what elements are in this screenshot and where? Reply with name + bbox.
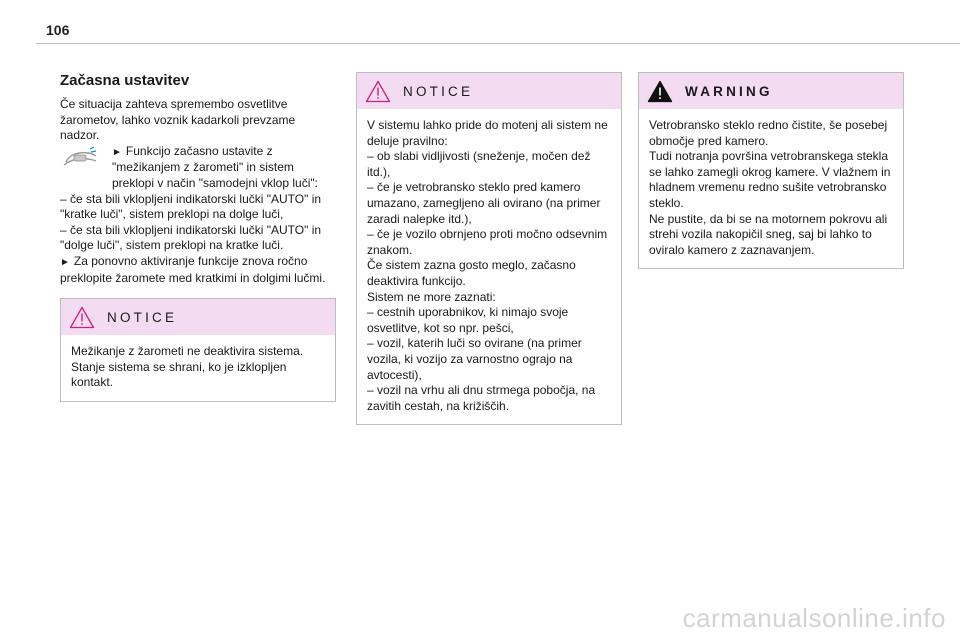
notice-line: – vozil na vrhu ali dnu strmega pobočja, na zavitih cestah, na križiščih. [367,383,596,413]
step-2-text: Za ponovno aktiviranje funkcije znova ročno preklopite žaromete med kratkimi in dolgimi lučmi. [60,253,326,285]
notice-line: Sistem ne more zaznati: [367,289,496,304]
notice-triangle-icon [69,306,95,329]
notice-title: NOTICE [403,83,474,99]
column-1 [60,72,336,402]
column-2 [356,72,622,425]
notice-title: NOTICE [107,309,178,325]
notice-line: – če je vozilo obrnjeno proti močno odsevnim znakom. [367,227,608,257]
intro-paragraph: Če situacija zahteva spremembo osvetlitve žarometov, lahko voznik kadarkoli prevzame nadzor. [60,97,296,143]
notice-line: – če je vetrobransko steklo pred kamero umazano, zamegljeno ali ovirano (na primer zaradi nalepke itd.), [367,180,601,226]
step-1-text: Funkcijo začasno ustavite z "mežikanjem z žarometi" in sistem preklopi v način "samodejni vklop luči": [112,143,318,190]
warning-box [638,72,904,269]
warning-line: Ne pustite, da bi se na motornem pokrovu ali strehi vozila nakopičil sneg, saj bi lahko to oviralo kamero z zaznavanjem. [649,211,888,257]
warning-body [639,109,903,268]
step-2 [60,254,336,286]
dash-item-1: – če sta bili vklopljeni indikatorski lučki "AUTO" in "kratke luči", sistem preklopi na dolge luči, [60,191,322,222]
section-body [60,97,336,286]
notice-line: Če sistem zazna gosto meglo, začasno deaktivira funkcijo. [367,258,576,288]
notice-box-2 [356,72,622,425]
headlight-control-icon [60,146,100,170]
notice-header [61,299,335,335]
warning-header [639,73,903,109]
dash-item-2: – če sta bili vklopljeni indikatorski lučki "AUTO" in "dolge luči", sistem preklopi na kratke luči. [60,222,322,253]
notice-box-1 [60,298,336,402]
notice-line: – ob slabi vidljivosti (sneženje, močen dež itd.), [367,149,591,179]
notice-triangle-icon [365,80,391,103]
column-3 [638,72,904,269]
arrow-marker: ► [112,146,122,158]
notice-line: V sistemu lahko pride do motenj ali sistem ne deluje pravilno: [367,118,608,148]
warning-title: WARNING [685,83,773,99]
watermark: carmanualsonline.info [682,603,946,633]
section-title: Začasna ustavitev [60,72,190,89]
warning-line: Tudi notranja površina vetrobranskega stekla se lahko zamegli okrog kamere. V vlažnem in hladnem vremenu redno sušite vetrobransko steklo. [649,149,891,210]
notice-line: – vozil, katerih luči so ovirane (na primer vozila, ki vozijo za varnostno ograjo na avtocesti), [367,336,582,382]
notice-line: – cestnih uporabnikov, ki nimajo svoje osvetlitve, kot so npr. pešci, [367,305,569,335]
header-rule [36,43,960,44]
notice-body [61,335,335,401]
notice-header [357,73,621,109]
notice-text: Mežikanje z žarometi ne deaktivira sistema. Stanje sistema se shrani, ko je izklopljen kontakt. [71,344,304,390]
arrow-marker: ► [60,256,70,268]
notice-body [357,109,621,424]
page-number: 106 [46,22,70,38]
warning-line: Vetrobransko steklo redno čistite, še posebej območje pred kamero. [649,118,888,148]
step-1 [60,144,336,192]
warning-triangle-icon [647,80,673,103]
